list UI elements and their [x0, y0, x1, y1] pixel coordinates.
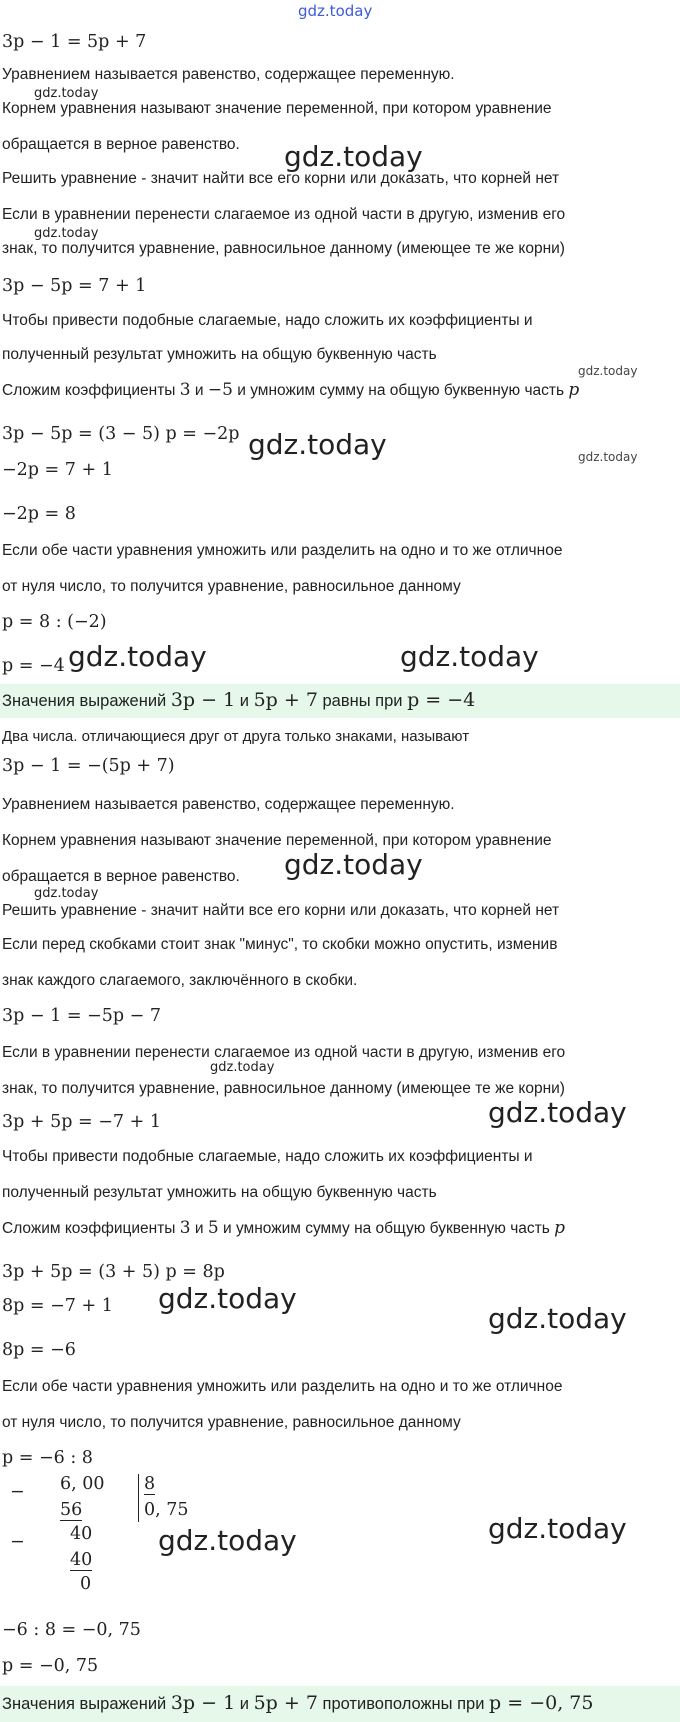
equation-start: 3p − 1 = −(5p + 7)	[2, 756, 175, 776]
definition-equation: Уравнением называется равенство, содержащее переменную.	[2, 796, 455, 813]
coefficient-b: −5	[207, 380, 233, 400]
answer-and: и	[235, 692, 254, 710]
coefficients-and: и	[190, 1220, 208, 1237]
watermark: gdz.today	[578, 364, 638, 378]
definition-root-line2: обращается в верное равенство.	[2, 136, 240, 153]
rule-like-terms-line2: полученный результат умножить на общую буквенную часть	[2, 346, 437, 363]
watermark-top: gdz.today	[298, 2, 373, 20]
remainder-2: 0	[80, 1574, 92, 1594]
equation-result: p = −4	[2, 656, 65, 676]
rule-divide-line1: Если обе части уравнения умножить или разделить на одно и то же отличное	[2, 542, 563, 559]
equation-check: −6 : 8 = −0, 75	[2, 1620, 141, 1640]
quotient: 0, 75	[144, 1500, 189, 1520]
equation-step1: 8p = −7 + 1	[2, 1296, 113, 1316]
equation-divide: p = −6 : 8	[2, 1448, 93, 1468]
answer-expression-1: 3p − 1	[170, 689, 236, 711]
watermark: gdz.today	[284, 140, 423, 173]
minus-sign: −	[10, 1532, 25, 1552]
coefficients-sentence	[2, 1218, 565, 1238]
answer-line	[2, 1692, 593, 1714]
equation-step2: 8p = −6	[2, 1340, 76, 1360]
watermark: gdz.today	[34, 886, 99, 901]
definition-solve: Решить уравнение - значит найти все его корни или доказать, что корней нет	[2, 902, 560, 919]
answer-text: Значения выражений	[2, 692, 171, 710]
watermark: gdz.today	[488, 1096, 627, 1129]
watermark: gdz.today	[34, 226, 99, 241]
dividend: 6, 00	[60, 1474, 105, 1494]
definition-root-line2: обращается в верное равенство.	[2, 868, 240, 885]
coefficients-and: и	[190, 382, 208, 399]
subtrahend-1: 56	[60, 1500, 83, 1520]
equation-open-brackets: 3p − 1 = −5p − 7	[2, 1006, 161, 1026]
answer-condition: противоположны при	[317, 1695, 490, 1713]
coefficients-text: Сложим коэффициенты	[2, 1220, 180, 1237]
rule-minus-line1: Если перед скобками стоит знак "минус", то скобки можно опустить, изменив	[2, 936, 558, 953]
watermark: gdz.today	[248, 428, 387, 461]
rule-like-terms-line2: полученный результат умножить на общую буквенную часть	[2, 1184, 437, 1201]
watermark: gdz.today	[578, 450, 638, 464]
subtrahend-2: 40	[70, 1550, 93, 1570]
watermark: gdz.today	[210, 1060, 275, 1075]
rule-minus-line2: знак каждого слагаемого, заключённого в скобки.	[2, 972, 358, 989]
watermark: gdz.today	[488, 1302, 627, 1335]
rule-divide-line1: Если обе части уравнения умножить или разделить на одно и то же отличное	[2, 1378, 563, 1395]
watermark: gdz.today	[488, 1512, 627, 1545]
divisor: 8	[144, 1474, 156, 1494]
watermark: gdz.today	[158, 1524, 297, 1557]
definition-equation: Уравнением называется равенство, содержащее переменную.	[2, 66, 455, 83]
answer-line	[2, 689, 475, 711]
division-bracket	[138, 1474, 139, 1522]
coefficient-a: 3	[179, 380, 191, 400]
equation-transfer: 3p − 5p = 7 + 1	[2, 276, 147, 296]
rule-like-terms-line1: Чтобы привести подобные слагаемые, надо сложить их коэффициенты и	[2, 1148, 533, 1165]
answer-condition: равны при	[317, 692, 408, 710]
coefficient-b: 5	[207, 1218, 219, 1238]
watermark: gdz.today	[34, 86, 99, 101]
coefficients-text-end: и умножим сумму на общую буквенную часть	[218, 1220, 555, 1237]
answer-and: и	[235, 1695, 254, 1713]
equation-step1: −2p = 7 + 1	[2, 460, 113, 480]
watermark: gdz.today	[284, 848, 423, 881]
variable-p: p	[554, 1218, 566, 1238]
definition-root-line1: Корнем уравнения называют значение переменной, при котором уравнение	[2, 832, 552, 849]
variable-p: p	[568, 380, 580, 400]
rule-divide-line2: от нуля число, то получится уравнение, равносильное данному	[2, 578, 461, 595]
answer-expression-2: 5p + 7	[253, 1692, 318, 1714]
minus-sign: −	[10, 1482, 25, 1502]
equation-divide: p = 8 : (−2)	[2, 612, 107, 632]
rule-transfer-line1: Если в уравнении перенести слагаемое из одной части в другую, изменив его	[2, 206, 566, 223]
rule-transfer-line1: Если в уравнении перенести слагаемое из одной части в другую, изменив его	[2, 1044, 566, 1061]
watermark: gdz.today	[400, 640, 539, 673]
equation-result: p = −0, 75	[2, 1656, 99, 1676]
watermark: gdz.today	[158, 1282, 297, 1315]
equation-transfer: 3p + 5p = −7 + 1	[2, 1112, 161, 1132]
definition-solve: Решить уравнение - значит найти все его корни или доказать, что корней нет	[2, 170, 560, 187]
coefficients-text-end: и умножим сумму на общую буквенную часть	[232, 382, 569, 399]
equation-combine: 3p − 5p = (3 − 5) p = −2p	[2, 424, 240, 444]
coefficients-sentence	[2, 380, 579, 400]
coefficient-a: 3	[179, 1218, 191, 1238]
equation-start: 3p − 1 = 5p + 7	[2, 32, 147, 52]
answer-value: p = −0, 75	[489, 1692, 594, 1714]
rule-divide-line2: от нуля число, то получится уравнение, равносильное данному	[2, 1414, 461, 1431]
answer-expression-1: 3p − 1	[170, 1692, 236, 1714]
rule-transfer-line2: знак, то получится уравнение, равносильное данному (имеющее те же корни)	[2, 1080, 565, 1097]
opposite-numbers-intro: Два числа. отличающиеся друг от друга только знаками, называют	[2, 728, 470, 745]
rule-like-terms-line1: Чтобы привести подобные слагаемые, надо сложить их коэффициенты и	[2, 312, 533, 329]
answer-expression-2: 5p + 7	[253, 689, 318, 711]
watermark: gdz.today	[68, 640, 207, 673]
definition-root-line1: Корнем уравнения называют значение переменной, при котором уравнение	[2, 100, 552, 117]
answer-value: p = −4	[407, 689, 476, 711]
equation-step2: −2p = 8	[2, 504, 76, 524]
answer-text: Значения выражений	[2, 1695, 171, 1713]
rule-transfer-line2: знак, то получится уравнение, равносильное данному (имеющее те же корни)	[2, 240, 565, 257]
equation-combine: 3p + 5p = (3 + 5) p = 8p	[2, 1262, 225, 1282]
remainder-1: 40	[70, 1524, 93, 1544]
coefficients-text: Сложим коэффициенты	[2, 382, 180, 399]
